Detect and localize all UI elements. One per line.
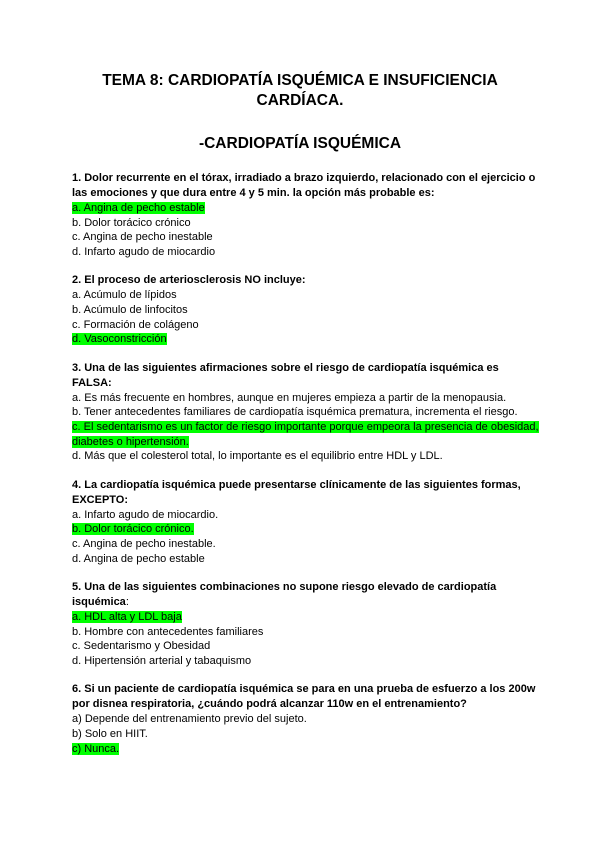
- question-5: [72, 580, 540, 668]
- question-text: 2. El proceso de arteriosclerosis NO incluye:: [72, 274, 306, 287]
- option-list: [72, 610, 540, 668]
- option-b: [72, 522, 540, 537]
- question-text: 6. Si un paciente de cardiopatía isquémica se para en una prueba de esfuerzo a los 200w por disnea respiratoria, ¿cuándo podrá alcanzar 110w en el entrenamiento?: [72, 683, 536, 711]
- option-list: [72, 288, 540, 346]
- option-label: a. Acúmulo de lípidos: [72, 289, 177, 302]
- option-label: c. Formación de colágeno: [72, 318, 199, 331]
- option-label: d. Infarto agudo de miocardio: [72, 245, 216, 258]
- correct-answer-highlight: d. Vasoconstricción: [72, 333, 167, 346]
- option-a: [72, 712, 540, 727]
- option-b: [72, 625, 540, 640]
- question-4: [72, 478, 540, 566]
- section-title: -CARDIOPATÍA ISQUÉMICA: [198, 135, 402, 152]
- option-d: [72, 332, 540, 347]
- option-list: [72, 712, 540, 756]
- question-list: [72, 171, 540, 770]
- option-a: [72, 508, 540, 523]
- question-text-suffix: :: [125, 596, 129, 609]
- option-label: b. Dolor torácico crónico: [72, 216, 191, 229]
- option-b: [72, 303, 540, 318]
- option-c: [72, 420, 540, 449]
- option-a: [72, 288, 540, 303]
- question-text: [72, 580, 540, 610]
- correct-answer-highlight: a. Angina de pecho estable: [72, 202, 205, 214]
- option-a: [72, 391, 540, 406]
- option-label: c. Sedentarismo y Obesidad: [72, 640, 211, 653]
- option-label: d. Hipertensión arterial y tabaquismo: [72, 654, 252, 667]
- question-1: [72, 171, 540, 259]
- option-c: [72, 639, 540, 654]
- correct-answer-highlight: a. HDL alta y LDL baja: [72, 611, 182, 624]
- option-label: b. Hombre con antecedentes familiares: [72, 625, 264, 638]
- correct-answer-highlight: b. Dolor torácico crónico.: [72, 523, 194, 536]
- option-b: [72, 405, 540, 420]
- option-label: c. Angina de pecho inestable: [72, 231, 213, 244]
- option-label: b. Acúmulo de linfocitos: [72, 303, 188, 316]
- question-text: 4. La cardiopatía isquémica puede presentarse clínicamente de las siguientes formas, EXCEPTO:: [72, 478, 521, 506]
- question-3: [72, 361, 540, 464]
- option-label: a) Depende del entrenamiento previo del sujeto.: [72, 713, 307, 726]
- option-list: [72, 201, 540, 259]
- option-label: b. Tener antecedentes familiares de cardiopatía isquémica prematura, incrementa el riesgo.: [72, 406, 518, 419]
- option-label: d. Angina de pecho estable: [72, 552, 205, 565]
- option-d: [72, 245, 540, 260]
- option-c: [72, 230, 540, 245]
- option-list: [72, 391, 540, 464]
- option-list: [72, 508, 540, 566]
- option-c: [72, 537, 540, 552]
- option-label: d. Más que el colesterol total, lo importante es el equilibrio entre HDL y LDL.: [72, 450, 443, 463]
- question-text: 3. Una de las siguientes afirmaciones sobre el riesgo de cardiopatía isquémica es FALSA:: [72, 361, 499, 389]
- option-b: [72, 216, 540, 231]
- option-d: [72, 654, 540, 669]
- option-c: [72, 742, 540, 757]
- option-a: [72, 610, 540, 625]
- question-6: [72, 682, 540, 756]
- option-label: a. Infarto agudo de miocardio.: [72, 508, 219, 521]
- correct-answer-highlight: c. El sedentarismo es un factor de riesgo importante porque empeora la presencia de obesidad, diabetes o hipertensión.: [72, 420, 539, 448]
- question-text: 1. Dolor recurrente en el tórax, irradiado a brazo izquierdo, relacionado con el ejercicio o las emociones y que dura entre 4 y 5 min. la opción más probable es:: [72, 172, 536, 199]
- option-b: [72, 727, 540, 742]
- option-label: b) Solo en HIIT.: [72, 728, 148, 741]
- option-label: c. Angina de pecho inestable.: [72, 537, 216, 550]
- correct-answer-highlight: c) Nunca.: [72, 742, 120, 755]
- document-title: TEMA 8: CARDIOPATÍA ISQUÉMICA E INSUFICIENCIA CARDÍACA.: [102, 72, 498, 109]
- option-d: [72, 449, 540, 464]
- question-2: [72, 273, 540, 346]
- option-d: [72, 552, 540, 567]
- option-c: [72, 318, 540, 333]
- option-label: a. Es más frecuente en hombres, aunque en mujeres empieza a partir de la menopausia.: [72, 391, 507, 404]
- option-a: [72, 201, 540, 216]
- question-text-main: 5. Una de las siguientes combinaciones no supone riesgo elevado de cardiopatía isquémica: [72, 581, 497, 609]
